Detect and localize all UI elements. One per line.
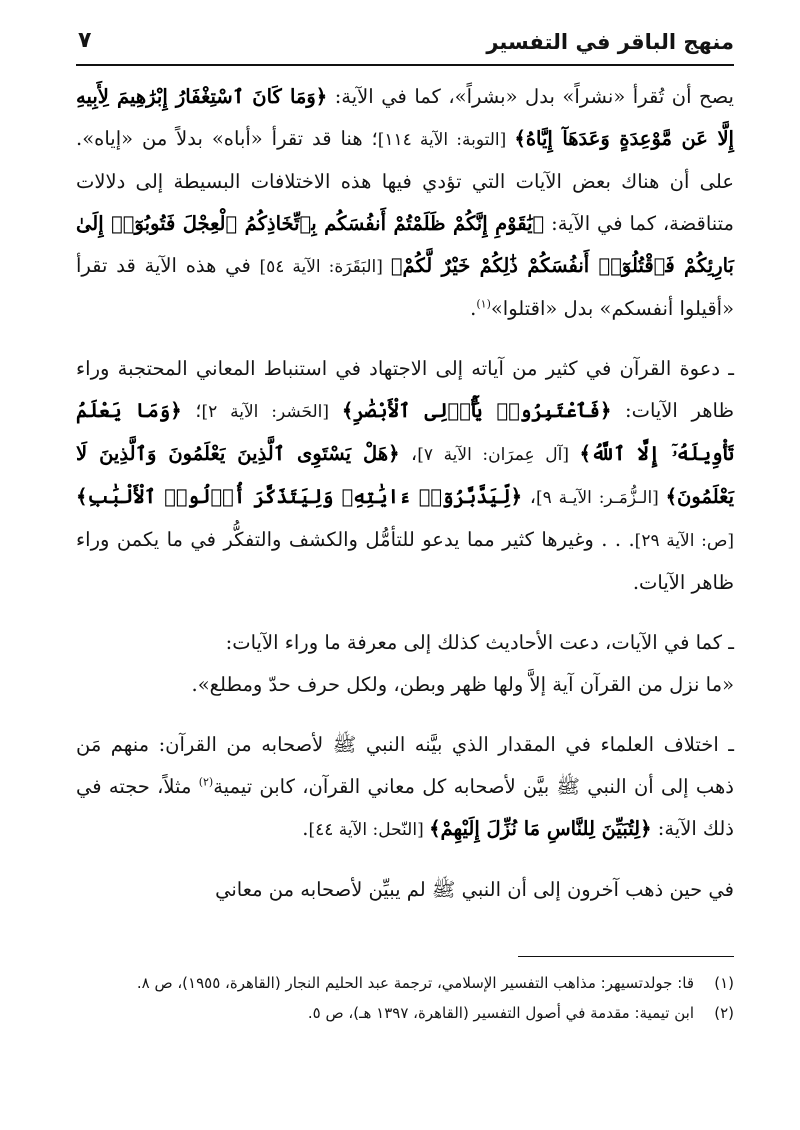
paragraph-hadith	[76, 622, 734, 706]
text-span: في حين ذهب آخرون إلى أن النبي ﷺ لم يبيِّن لأصحابه من معاني	[215, 878, 734, 901]
paragraph-scholars-dispute	[76, 724, 734, 851]
paragraph-continuation	[76, 869, 734, 911]
footnote	[76, 998, 734, 1028]
verse-reference: [الحَشر: الآية ٢]	[201, 402, 342, 422]
text-span: ـ اختلاف العلماء في المقدار الذي بيَّنه النبي ﷺ لأصحابه من القرآن: منهم مَن ذهب إلى أن النبي ﷺ بيَّن لأصحابه كل معاني القرآن، كابن تيمية	[76, 733, 734, 798]
paragraph-quran-call	[76, 348, 734, 604]
quran-verse: ﴿لِّيَدَّبَّرُوٓا۟ ءَايَٰتِهِۦ وَلِيَتَذَكَّرَ أُو۟لُوا۟ ٱلْأَلْبَٰبِ﴾	[76, 485, 523, 508]
quran-verse: ﴿فَٱعْتَبِرُوا۟ يَٰٓأُو۟لِى ٱلْأَبْصَٰرِ﴾	[341, 399, 612, 422]
paragraph-variant-readings	[76, 76, 734, 330]
text-span: ـ دعوة القرآن في كثير من آياته إلى الاجتهاد في استنباط المعاني المحتجبة وراء ظاهر الآيات:	[76, 357, 734, 422]
page-header	[76, 28, 734, 66]
footnote-divider	[518, 956, 734, 957]
text-span: ،	[399, 442, 418, 465]
text-span: مثلاً، حجته في ذلك الآية:	[76, 775, 734, 840]
footnote-text: قا: جولدتسيهر: مذاهب التفسير الإسلامي، ترجمة عبد الحليم النجار (القاهرة، ١٩٥٥)، ص ٨.	[136, 974, 694, 992]
footnote-text: ابن تيمية: مقدمة في أصول التفسير (القاهرة، ١٣٩٧ هـ)، ص ٥.	[307, 1004, 694, 1022]
text-span: يصح أن تُقرأ «نشراً» بدل «بشراً»، كما في الآية:	[327, 85, 734, 108]
footnote-marker: (١)	[476, 297, 491, 311]
text-span: ـ كما في الآيات، دعت الأحاديث كذلك إلى معرفة ما وراء الآيات:	[225, 631, 734, 654]
footnote	[76, 968, 734, 998]
text-span: . . . وغيرها كثير مما يدعو للتأمُّل والكشف والتفكُّر في ما يكمن وراء ظاهر الآيات.	[76, 528, 734, 594]
text-span: .	[302, 817, 309, 840]
footnote-marker: (٢)	[198, 775, 214, 789]
verse-reference: [ص: الآية ٢٩]	[634, 531, 735, 551]
text-span: ،	[522, 485, 537, 508]
quran-verse: ﴿يَٰقَوْمِ إِنَّكُمْ ظَلَمْتُمْ أَنفُسَكُم بِٱتِّخَاذِكُمُ ٱلْعِجْلَ فَتُوبُوٓا۟ إِلَىٰ بَارِئِكُمْ فَٱقْتُلُوٓا۟ أَنفُسَكُمْ ذَٰلِكُمْ خَيْرٌ لَّكُمْ﴾	[76, 212, 734, 277]
text-span: ؛ هنا قد تقرأ «أباه» بدلاً من «إياه». على أن هناك بعض الآيات التي تؤدي فيها هذه الاختلافات البسيطة إلى دلالات متناقضة، كما في الآية:	[76, 127, 735, 235]
footnote-number: (١)	[714, 974, 734, 992]
body-text	[76, 76, 734, 929]
quran-verse: ﴿وَمَا يَعْلَمُ تَأْوِيلَهُۥٓ إِلَّا ٱللَّهُ﴾	[76, 399, 735, 465]
verse-reference: [الـزُّمَـر: الآيـة ٩]	[536, 488, 666, 508]
quran-verse: ﴿وَمَا كَانَ ٱسْتِغْفَارُ إِبْرَٰهِيمَ لِأَبِيهِ إِلَّا عَن مَّوْعِدَةٍ وَعَدَهَآ إِيَّاهُ﴾	[76, 85, 734, 150]
verse-reference: [آل عِمرَان: الآية ٧]	[417, 445, 580, 465]
text-span: في هذه الآية قد تقرأ «أقيلوا أنفسكم» بدل «اقتلوا»	[76, 254, 734, 320]
quran-verse: ﴿لِتُبَيِّنَ لِلنَّاسِ مَا نُزِّلَ إِلَيْهِمْ﴾	[429, 817, 652, 840]
verse-reference: [التوبة: الآية ١١٤]	[377, 130, 515, 150]
running-title: منهج الباقر في التفسير	[486, 30, 734, 54]
text-span: .	[470, 297, 477, 320]
text-span: ؛	[181, 399, 202, 422]
quran-verse: ﴿هَلْ يَسْتَوِى ٱلَّذِينَ يَعْلَمُونَ وَٱلَّذِينَ لَا يَعْلَمُونَ﴾	[76, 442, 735, 508]
page-number: ٧	[78, 28, 92, 53]
verse-reference: [النّحل: الآية ٤٤]	[308, 820, 430, 840]
footnotes	[76, 968, 734, 1028]
footnote-number: (٢)	[714, 1004, 734, 1022]
verse-reference: [البَقَرَة: الآية ٥٤]	[259, 257, 391, 277]
hadith-quote: «ما نزل من القرآن آية إلاَّ ولها ظهر وبطن، ولكل حرف حدّ ومطلع».	[191, 673, 734, 696]
